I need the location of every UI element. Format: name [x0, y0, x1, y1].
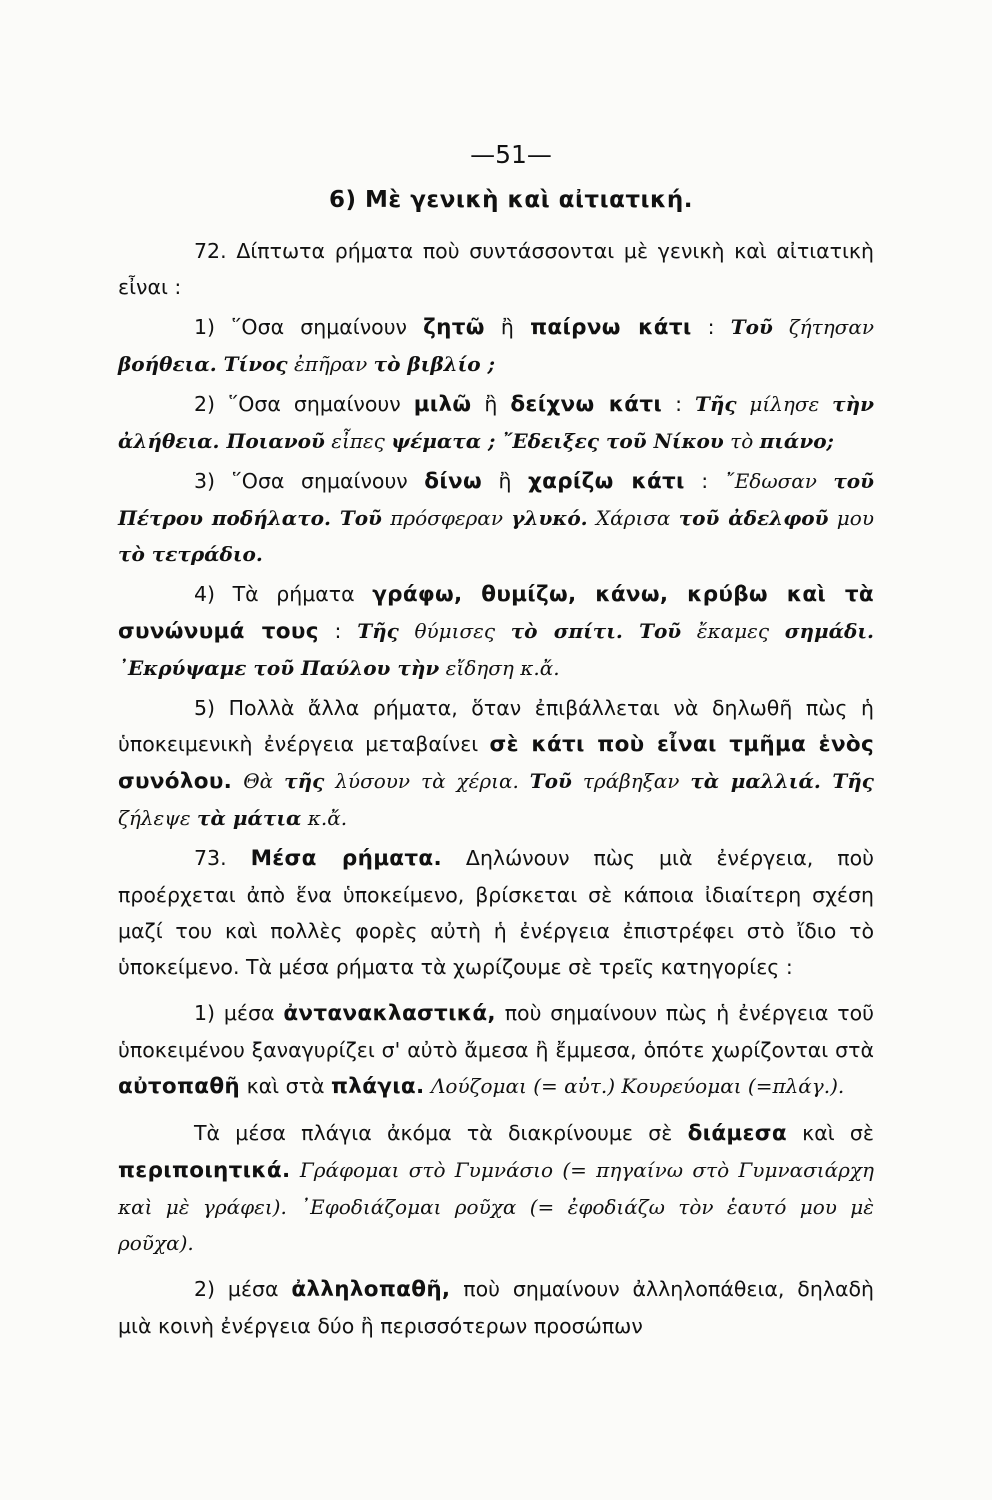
paragraph-p73-1b — [118, 1115, 874, 1261]
text-run: σὲ κάτι ποὺ εἶναι τμῆμα ἑνὸς συνόλου. — [118, 732, 875, 794]
text-run: Θὰ — [243, 769, 285, 793]
text-run: τὰ μάτια — [197, 806, 302, 830]
text-run: σημάδι. ᾿Εκρύψαμε τοῦ Παύλου τὴν — [118, 619, 874, 680]
text-run: Μέσα ρήματα. — [250, 846, 442, 871]
paragraph-p73-2 — [118, 1271, 874, 1344]
paragraph-p72-5 — [118, 690, 874, 836]
text-run: Γράφομαι στὸ Γυμνάσιο (= πηγαίνω στὸ Γυμνασιάρχη καὶ μὲ γράφει). ᾿Εφοδιάζομαι ροῦχα (= ἐφοδιάζω τὸν ἑαυτό μου μὲ ροῦχα). — [118, 1158, 874, 1255]
text-run: Δηλώνουν πὼς μιὰ ἐνέργεια, ποὺ προέρχεται ἀπὸ ἕνα ὑποκείμενο, βρίσκεται σὲ κάποια ἰδιαίτερη σχέση μαζί του καὶ πολλὲς φορὲς αὐτὴ ἡ ἐνέργεια ἐπιστρέφει στὸ ἴδιο τὸ ὑποκείμενο. Τὰ μέσα ρήματα τὰ χωρίζουμε σὲ τρεῖς κατηγορίες : — [118, 846, 874, 979]
text-run: διάμεσα — [687, 1121, 787, 1146]
text-run: αὐτοπαθῆ — [118, 1074, 241, 1099]
text-run: γλυκό. — [511, 506, 588, 530]
text-run: : — [684, 469, 725, 493]
text-run: μίλησε — [736, 392, 833, 416]
text-run: πιάνο; — [759, 429, 834, 453]
text-run: ποὺ σημαίνουν πὼς ἡ ἐνέργεια τοῦ ὑποκειμένου ξαναγυρίζει σ' αὐτὸ ἄμεσα ἢ ἔμμεσα, ὁπότε χωρίζονται στὰ — [118, 1001, 874, 1062]
text-run: ἢ — [484, 315, 531, 339]
paragraph-p72-3 — [118, 463, 874, 572]
text-run: Λούζομαι (= αὐτ.) Κουρεύομαι (=πλάγ.). — [430, 1074, 845, 1098]
text-run: τὸ σπίτι. Τοῦ — [510, 619, 682, 643]
text-run: 73. — [194, 846, 251, 870]
text-run: Χάρισα — [587, 506, 679, 530]
text-run: ποὺ σημαίνουν ἀλληλοπάθεια, δηλαδὴ μιὰ κοινὴ ἐνέργεια δύο ἢ περισσότερων προσώπων — [118, 1277, 875, 1338]
text-run: ἢ — [481, 469, 528, 493]
text-run: μου — [828, 506, 874, 530]
text-run — [232, 769, 243, 793]
text-run: 1) ῞Οσα σημαίνουν — [194, 315, 424, 339]
paragraph-p72-2 — [118, 386, 874, 459]
text-run: περιποιητικά. — [118, 1158, 291, 1183]
text-run: Τοῦ — [529, 769, 572, 793]
text-run: ἐπῆραν — [287, 352, 374, 376]
text-run: ζήλεψε — [118, 806, 198, 830]
book-page — [118, 140, 874, 1348]
text-run: τὸ βιβλίο ; — [373, 352, 495, 376]
text-run: ζητῶ — [423, 315, 485, 340]
text-run: τὸ — [723, 429, 760, 453]
text-run: : — [691, 315, 731, 339]
text-run: παίρνω κάτι — [530, 315, 692, 340]
text-run: ἔκαμες — [681, 619, 785, 643]
text-run: εἴδηση κ.ἄ. — [439, 656, 560, 680]
text-run: τράβηξαν — [571, 769, 691, 793]
text-run: τῆς — [284, 769, 325, 793]
text-run: πρόσφεραν — [381, 506, 512, 530]
text-run: 3) ῞Οσα σημαίνουν — [194, 469, 425, 493]
page-body — [118, 233, 874, 1344]
text-run: ἀντανακλαστικά, — [283, 1001, 496, 1026]
paragraph-p73 — [118, 840, 874, 985]
text-run: γράφω, θυμίζω, κάνω, κρύβω καὶ τὰ συνώνυμά τους — [118, 582, 874, 644]
text-run: : — [318, 619, 358, 643]
text-run: 5) Πολλὰ ἄλλα ρήματα, ὅταν ἐπιβάλλεται νὰ δηλωθῆ πὼς ἡ ὑποκειμενικὴ ἐνέργεια μεταβαίνει — [118, 696, 874, 756]
paragraph-p72-4 — [118, 576, 874, 686]
text-run: Τῆς — [694, 392, 737, 416]
text-run: Τοῦ — [730, 315, 773, 339]
text-run: δείχνω κάτι — [510, 392, 663, 417]
text-run: 2) μέσα — [194, 1277, 292, 1301]
text-run: τοῦ Πέτρου ποδήλατο. Τοῦ — [118, 469, 874, 530]
text-run: ἢ — [471, 392, 511, 416]
text-run: βοήθεια. Τίνος — [118, 352, 288, 376]
page-number: —51— — [470, 140, 552, 169]
paragraph-p73-1 — [118, 995, 874, 1105]
text-run: 1) μέσα — [194, 1001, 284, 1025]
text-run: λύσουν τὰ χέρια. — [324, 769, 530, 793]
text-run — [290, 1158, 299, 1182]
text-run: ψέματα ; ῎Εδειξες τοῦ Νίκου — [391, 429, 724, 453]
text-run: : — [662, 392, 695, 416]
paragraph-p72-1 — [118, 309, 874, 382]
text-run: 4) Τὰ ρήματα — [194, 582, 373, 606]
text-run: κ.ἄ. — [301, 806, 348, 830]
text-run: καὶ στὰ — [240, 1074, 331, 1098]
text-run: Τῆς — [357, 619, 399, 643]
text-run: δίνω — [424, 469, 482, 494]
text-run: τὰ μαλλιά. Τῆς — [690, 769, 874, 793]
text-run: ἀλληλοπαθῆ, — [291, 1277, 451, 1302]
text-run: μιλῶ — [413, 392, 472, 417]
text-run: 72. Δίπτωτα ρήματα ποὺ συντάσσονται μὲ γενικὴ καὶ αἰτιατικὴ εἶναι : — [118, 239, 874, 299]
section-heading: 6) Μὲ γενικὴ καὶ αἰτιατική. — [329, 187, 693, 213]
paragraph-p72 — [118, 233, 874, 305]
text-run: θύμισες — [398, 619, 511, 643]
text-run: τὸ τετράδιο. — [118, 542, 263, 566]
text-run: Τὰ μέσα πλάγια ἀκόμα τὰ διακρίνουμε σὲ — [194, 1121, 688, 1145]
text-run: 2) ῞Οσα σημαίνουν — [194, 392, 414, 416]
text-run: ζήτησαν — [772, 315, 874, 339]
text-run: τὴν ἀλήθεια. Ποιανοῦ — [118, 392, 874, 453]
text-run: καὶ σὲ — [786, 1121, 874, 1145]
text-run: τοῦ ἀδελφοῦ — [678, 506, 829, 530]
text-run: εἶπες — [324, 429, 392, 453]
text-run: πλάγια. — [330, 1074, 425, 1099]
text-run: χαρίζω κάτι — [528, 469, 685, 494]
text-run: ῎Εδωσαν — [724, 469, 834, 493]
